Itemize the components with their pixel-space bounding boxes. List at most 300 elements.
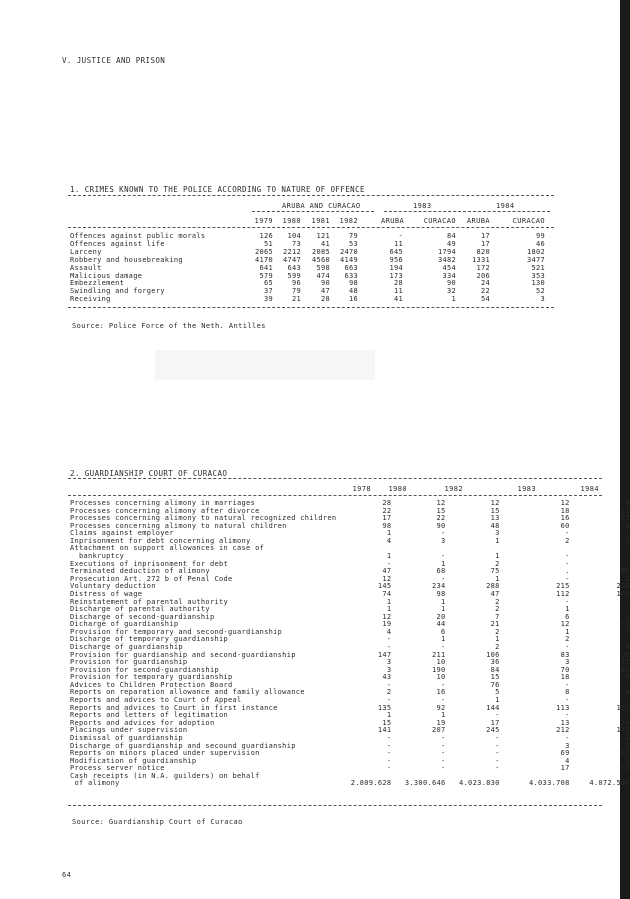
row-label: Provision for second-guardianship [70,665,219,674]
cell-value: 74 [382,589,392,598]
row-label: Process server notice [70,764,165,773]
table-row [70,545,630,553]
row-label: Inprisonment for debt concerning alimony [70,536,251,545]
row-label: Discharge of parental authority [70,605,210,614]
cell-value: 4.023.830 [459,779,500,788]
cell-value: 79 [348,232,358,240]
cell-value: 84 [490,665,500,674]
cell-value: - [386,749,392,758]
row-label: Provision for guardianship [70,658,188,667]
cell-value: 11 [620,658,630,667]
cell-value: 2 [495,642,500,651]
cell-value: 1794 [437,247,456,256]
cell-value: . [565,567,570,576]
cell-value: 4 [386,627,392,636]
cell-value: 13 [560,718,570,727]
cell-value: - [386,756,392,765]
row-label: Provision for temporary guardianship [70,673,233,682]
cell-value: 1331 [471,255,490,264]
cell-value: 2065 [254,247,273,256]
cell-value: 1 [386,605,392,614]
cell-value: - [386,642,392,651]
cell-value: - [386,764,392,773]
cell-value: 1 [625,627,630,636]
cell-value: 131 [616,703,630,712]
cell-value: 211 [431,650,446,659]
cell-value: - [625,680,630,689]
cell-value: - [625,529,630,538]
table1-col-header: CURACAO [423,217,456,225]
cell-value: - [625,696,630,705]
cell-value: 15 [382,718,392,727]
cell-value: 21 [490,620,500,629]
cell-value: - [625,711,630,720]
row-label: Distress of wage [70,589,143,598]
row-label: Reports and advices to Court in first instance [70,703,278,712]
cell-value: 68 [436,567,446,576]
cell-value: 51 [263,239,273,248]
row-label: Cash receipts (in N.A. guilders) on behalf [70,771,260,780]
row-label: Robbery and housebreaking [70,255,183,264]
table1-col-header: 1981 [311,217,330,225]
cell-value: 16 [348,295,358,304]
table2-col-header: 1980 [388,485,407,493]
cell-value: 1 [441,559,446,568]
bleed-through-shadow [155,350,375,380]
cell-value: 2 [565,536,570,545]
cell-value: - [565,733,570,742]
table2-header-rule [68,495,602,496]
cell-value: 52 [535,287,545,296]
cell-value: 12 [436,499,446,507]
table1-source: Source: Police Force of the Neth. Antilles [72,322,266,330]
cell-value: - [386,733,392,742]
cell-value: 84 [446,232,456,240]
section-title: V. JUSTICE AND PRISON [62,56,166,65]
cell-value: 112 [556,589,570,598]
cell-value: 41 [320,239,330,248]
cell-value: 130 [531,279,545,288]
table2-title: 2. GUARDIANSHIP COURT OF CURACAO [70,469,228,478]
cell-value: 820 [476,247,490,256]
cell-value: 215 [556,582,570,591]
cell-value: 2 [495,627,500,636]
table1-group3-rule [468,211,550,212]
cell-value: - [625,552,630,561]
cell-value: 1 [441,711,446,720]
table1-col-header: 1979 [254,217,273,225]
row-label: Claims against employer [70,529,174,538]
cell-value: 32 [446,287,456,296]
cell-value: 28 [382,499,392,507]
row-label: Modification of guardianship [70,756,197,765]
cell-value: 194 [389,263,403,272]
cell-value: - [441,756,446,765]
cell-value: 3482 [437,255,456,264]
table2-col-header: 1982 [444,485,463,493]
row-label: bankruptcy [70,552,125,561]
cell-value: 4170 [254,255,273,264]
cell-value: 1 [441,605,446,614]
table-row [70,780,630,788]
cell-value: 207 [431,726,446,735]
table2-bottom-rule [68,805,602,806]
cell-value: 1 [386,597,392,606]
row-label: Discharge of second-guardianship [70,612,215,621]
row-label: Swindling and forgery [70,287,165,296]
cell-value: 90 [320,279,330,288]
cell-value: 11 [393,287,403,296]
cell-value: 234 [431,582,446,591]
cell-value [336,545,391,553]
cell-value: 598 [316,263,330,272]
cell-value: - [386,741,392,750]
cell-value: 20 [436,612,446,621]
cell-value: - [565,552,570,561]
cell-value: 1 [386,529,392,538]
cell-value: 3477 [526,255,545,264]
cell-value: 1 [386,711,392,720]
cell-value: 46 [535,239,545,248]
row-label: Embezzlement [70,279,125,288]
cell-value: 96 [291,279,301,288]
cell-value: 78 [620,521,630,530]
row-label: Malicious damage [70,271,143,280]
cell-value: 1 [625,733,630,742]
row-label: Reports and advices for adoption [70,718,215,727]
cell-value: 2 [565,635,570,644]
cell-value: 579 [259,271,273,280]
cell-value: 3 [540,295,545,304]
cell-value: 47 [320,287,330,296]
cell-value: - [441,696,446,705]
row-label: Prosecution Art. 272 b of Penal Code [70,574,233,583]
table2-col-header: 1978 [352,485,371,493]
cell-value: 2 [495,605,500,614]
table-row [70,273,545,281]
cell-value: 21 [291,295,301,304]
table1-col-header: ARUBA [381,217,405,225]
cell-value: - [495,711,500,720]
cell-value: 4 [386,536,392,545]
cell-value: 39 [263,295,273,304]
cell-value: 90 [446,279,456,288]
cell-value: 190 [431,665,446,674]
cell-value: 2 [495,559,500,568]
row-label: Voluntary deduction [70,582,156,591]
cell-value: 1 [441,635,446,644]
cell-value: 15 [436,506,446,515]
cell-value: - [625,635,630,644]
cell-value: 104 [287,232,301,240]
cell-value: 172 [476,263,490,272]
table1-bottom-rule [68,307,554,308]
cell-value: 48 [490,521,500,530]
cell-value: 18 [560,673,570,682]
cell-value: - [495,741,500,750]
table-row [70,288,545,296]
row-label: Attachment on support allowances in case of [70,544,265,553]
table2-col-header: 1984 [580,485,599,493]
row-label: Reports and letters of legitimation [70,711,229,720]
cell-value: 106 [486,650,500,659]
cell-value: 14 [620,718,630,727]
cell-value: 203 [616,582,630,591]
cell-value: - [565,680,570,689]
cell-value: 18 [560,506,570,515]
cell-value [446,545,500,553]
cell-value: 173 [389,271,403,280]
table1-group-1984: 1984 [496,202,515,210]
table2-source: Source: Guardianship Court of Curacao [72,818,243,826]
cell-value: 663 [344,263,358,272]
cell-value: 8 [565,688,570,697]
row-label: Receiving [70,295,111,304]
cell-value: 5 [495,688,500,697]
cell-value: 2085 [311,247,330,256]
cell-value: 37 [263,287,273,296]
cell-value: - [625,605,630,614]
cell-value: 19 [382,620,392,629]
cell-value: 6 [441,627,446,636]
cell-value: 12 [382,574,392,583]
cell-value: 60 [560,521,570,530]
page-number: 64 [62,871,72,879]
cell-value: 16 [436,688,446,697]
cell-value: 47 [382,567,392,576]
cell-value: 90 [436,521,446,530]
cell-value: 956 [389,255,403,264]
cell-value: - [441,574,446,583]
cell-value: 67 [620,665,630,674]
cell-value: 212 [556,726,570,735]
row-label: Terminated deduction of alimony [70,567,210,576]
row-label: Offences against life [70,239,165,248]
cell-value: - [441,741,446,750]
cell-value: 10 [436,658,446,667]
cell-value: 599 [287,271,301,280]
cell-value: 12 [382,612,392,621]
cell-value: 2470 [339,247,358,256]
cell-value: 3 [565,741,570,750]
table1-group-1983: 1983 [413,202,432,210]
cell-value: 23 [620,514,630,523]
cell-value: 645 [389,247,403,256]
cell-value: - [495,749,500,758]
cell-value: - [625,597,630,606]
cell-value: 3 [386,658,392,667]
cell-value: 13 [490,514,500,523]
row-label: Advices to Children Protection Board [70,680,233,689]
row-label: of alimony [70,779,120,788]
cell-value: 2.809.628 [350,779,392,788]
cell-value: - [441,552,446,561]
cell-value: 79 [291,287,301,296]
cell-value: 54 [480,295,490,304]
cell-value [391,545,445,553]
cell-value: 43 [382,673,392,682]
cell-value: 15 [490,673,500,682]
table2-col-header: 1983 [517,485,536,493]
table1-group2-rule [384,211,466,212]
cell-value: 353 [531,271,545,280]
cell-value: 28 [320,295,330,304]
cell-value: 206 [476,271,490,280]
cell-value: 144 [486,703,500,712]
cell-value: 12 [560,499,570,507]
cell-value: 6 [565,612,570,621]
cell-value: 4.033.708 [529,779,570,788]
cell-value: 48 [348,287,358,296]
cell-value: 641 [259,263,273,272]
cell-value: 4 [625,499,630,507]
row-label: Discharge of temporary guardianship [70,635,229,644]
cell-value: 83 [560,650,570,659]
cell-value: 121 [316,232,330,240]
cell-value: 70 [560,665,570,674]
cell-value: 643 [287,263,301,272]
cell-value: 53 [348,239,358,248]
table2-top-rule [68,478,602,479]
cell-value: 3 [495,529,500,538]
row-label: Discharge of guardianship and secound guardianship [70,741,296,750]
cell-value: - [386,559,392,568]
cell-value: 47 [490,589,500,598]
cell-value: 126 [259,232,273,240]
cell-value: 4149 [339,255,358,264]
cell-value: 1 [451,295,456,304]
cell-value: 22 [480,287,490,296]
cell-value: 2 [625,574,630,583]
cell-value: 4 [625,688,630,697]
cell-value: 288 [486,582,500,591]
cell-value: 1 [495,552,500,561]
cell-value: 4 [625,642,630,651]
row-label: Processes concerning alimony to natural recognized children [70,514,337,523]
cell-value: 3.300.646 [404,779,446,788]
cell-value: 141 [377,726,392,735]
row-label: Placings under supervision [70,726,188,735]
cell-value: - [495,764,500,773]
table-row [70,583,630,591]
cell-value: - [565,574,570,583]
cell-value: 147 [377,650,392,659]
cell-value: 3 [386,665,392,674]
cell-value: 1 [495,635,500,644]
cell-value: 17 [480,232,490,240]
cell-value: 2212 [282,247,301,256]
cell-value: 1 [565,627,570,636]
cell-value: - [565,559,570,568]
cell-value: 98 [436,589,446,598]
table1-col-header: 1982 [339,217,358,225]
cell-value: 2 [386,688,392,697]
cell-value: 474 [316,271,330,280]
cell-value: 22 [382,506,392,515]
cell-value: - [565,711,570,720]
row-label: Reports on reparation allowance and family allowance [70,688,305,697]
table-row [70,296,545,304]
cell-value: 99 [535,232,545,240]
cell-value: 15 [490,506,500,515]
row-label: Processes concerning alimony in marriages [70,499,256,507]
cell-value: - [495,756,500,765]
cell-value: 1802 [526,247,545,256]
cell-value: 1 [386,552,392,561]
cell-value: 521 [531,263,545,272]
row-label: Processes concerning alimony to natural children [70,521,287,530]
cell-value: 86 [620,567,630,576]
cell-value: 17 [560,764,570,773]
cell-value: 334 [442,271,456,280]
cell-value: 11 [393,239,403,248]
cell-value: - [565,642,570,651]
cell-value: 2 [495,597,500,606]
cell-value: 3 [565,658,570,667]
cell-value: 44 [436,620,446,629]
cell-value: 454 [442,263,456,272]
cell-value: 17 [490,718,500,727]
cell-value: 4.072.586 [589,779,630,788]
table1-group1-rule [252,211,374,212]
row-label: Assault [70,263,102,272]
table-row [70,257,545,265]
cell-value: 2 [625,756,630,765]
cell-value: 73 [291,239,301,248]
cell-value: 145 [377,582,392,591]
cell-value: - [441,642,446,651]
cell-value: 38 [620,764,630,773]
cell-value: 103 [616,589,630,598]
cell-value: 17 [480,239,490,248]
table1-col-header: ARUBA [466,217,490,225]
cell-value: 87 [620,749,630,758]
table1-group-aruba-curacao: ARUBA AND CURACAO [282,202,361,210]
table1-title: 1. CRIMES KNOWN TO THE POLICE ACCORDING TO NATURE OF OFFENCE [70,185,365,194]
cell-value: 4747 [282,255,301,264]
table1-top-rule [68,195,554,196]
table-row [70,241,545,249]
cell-value: - [625,559,630,568]
cell-value: 633 [344,271,358,280]
cell-value: - [386,680,392,689]
cell-value: - [386,635,392,644]
cell-value: 10 [436,673,446,682]
cell-value: 65 [263,279,273,288]
row-label: Executions of inprisonment for debt [70,559,229,568]
cell-value: 69 [560,749,570,758]
cell-value [500,545,570,553]
cell-value: 24 [480,279,490,288]
cell-value: 113 [556,703,570,712]
table2-body [70,500,630,788]
cell-value: 3 [625,741,630,750]
cell-value: 98 [382,521,392,530]
cell-value: 75 [490,567,500,576]
cell-value: 92 [436,703,446,712]
cell-value: 1 [495,574,500,583]
cell-value: 1 [495,696,500,705]
cell-value: - [495,733,500,742]
row-label: Larceny [70,247,102,256]
row-label: Processes concerning alimony after divorce [70,506,260,515]
cell-value: 41 [393,295,403,304]
cell-value: - [441,764,446,773]
cell-value: 2 [625,536,630,545]
row-label: Reports and advices to Court of Appeal [70,696,242,705]
cell-value: 7 [495,612,500,621]
cell-value: 135 [377,703,392,712]
